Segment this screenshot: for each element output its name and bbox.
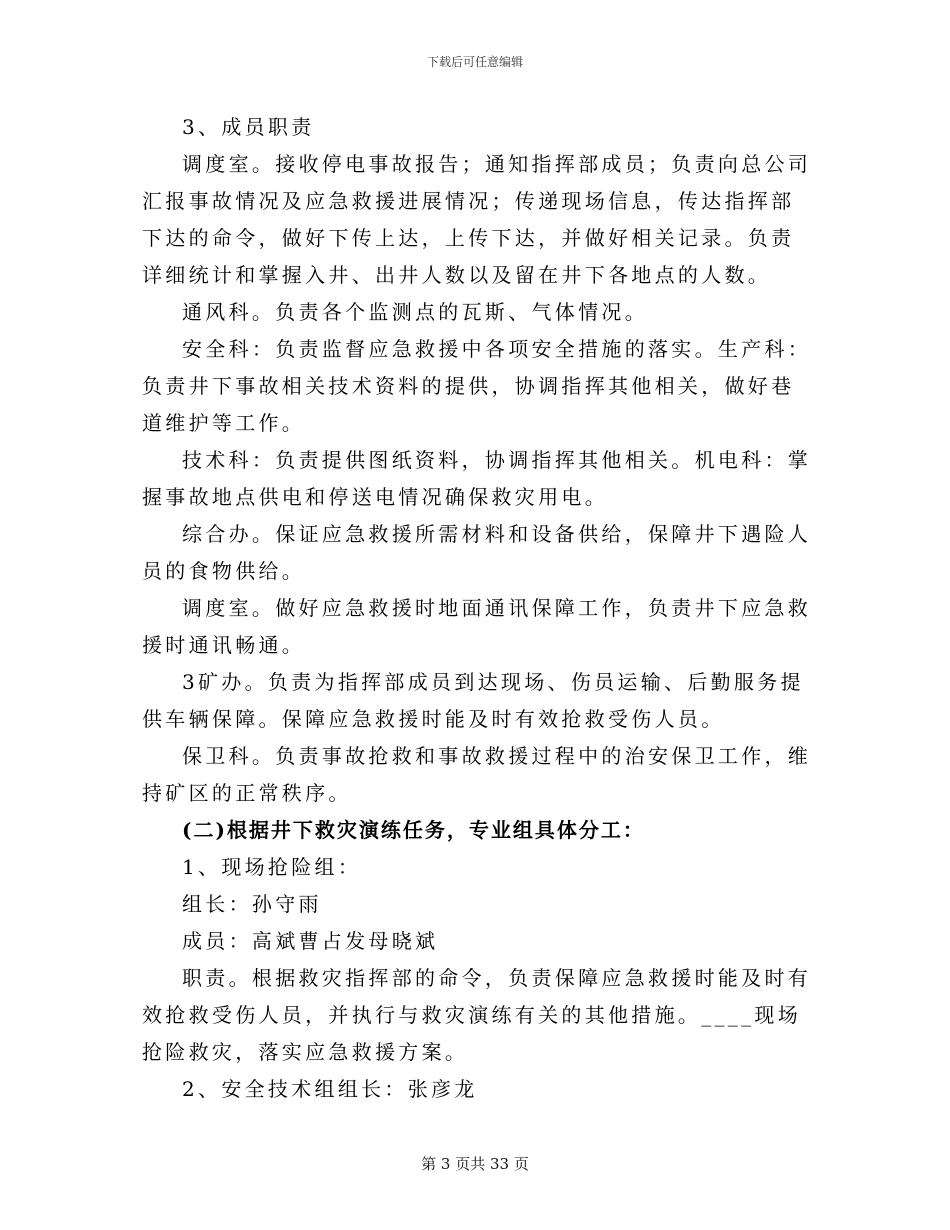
paragraph-team-leader: 组长：孙守雨 xyxy=(182,892,322,916)
paragraph-rescue-team-heading: 1、现场抢险组： xyxy=(182,855,362,879)
paragraph-mine-office: 3矿办。负责为指挥部成员到达现场、伤员运输、后勤服务提供车辆保障。保障应急救援时能及时有效抢救受伤人员。 xyxy=(142,670,804,731)
paragraph-technology-electromechanical: 技术科：负责提供图纸资料，协调指挥其他相关。机电科：掌握事故地点供电和停送电情况确保救灾用电。 xyxy=(142,448,812,509)
paragraph-safety-tech-team: 2、安全技术组组长：张彦龙 xyxy=(182,1077,478,1101)
section-heading-division-of-work: (二)根据井下救灾演练任务，专业组具体分工： xyxy=(182,818,645,842)
page-header: 下载后可任意编辑 xyxy=(426,55,523,69)
paragraph-general-office: 综合办。保证应急救援所需材料和设备供给，保障井下遇险人员的食物供给。 xyxy=(142,522,812,583)
paragraph-ventilation: 通风科。负责各个监测点的瓦斯、气体情况。 xyxy=(182,300,648,324)
paragraph-team-members: 成员：高斌曹占发母晓斌 xyxy=(182,929,439,953)
paragraph-rescue-duties: 职责。根据救灾指挥部的命令，负责保障应急救援时能及时有效抢救受伤人员，并执行与救灾演练有关的其他措施。____现场抢险救灾，落实应急救援方案。 xyxy=(142,966,812,1064)
page-footer: 第 3 页共 33 页 xyxy=(421,1155,529,1173)
paragraph-safety-production: 安全科：负责监督应急救援中各项安全措施的落实。生产科：负责井下事故相关技术资料的提供，协调指挥其他相关，做好巷道维护等工作。 xyxy=(142,337,812,435)
paragraph-dispatch-communication: 调度室。做好应急救援时地面通讯保障工作，负责井下应急救援时通讯畅通。 xyxy=(142,596,812,657)
document-body xyxy=(142,109,812,1108)
paragraph-member-duties-heading: 3、成员职责 xyxy=(182,115,315,139)
paragraph-security-dept: 保卫科。负责事故抢救和事故救援过程中的治安保卫工作，维持矿区的正常秩序。 xyxy=(142,744,812,805)
paragraph-dispatch-room: 调度室。接收停电事故报告；通知指挥部成员；负责向总公司汇报事故情况及应急救援进展情况；传递现场信息，传达指挥部下达的命令，做好下传上达，上传下达，并做好相关记录。负责详细统计和掌握入井、出井人数以及留在井下各地点的人数。 xyxy=(142,152,812,287)
